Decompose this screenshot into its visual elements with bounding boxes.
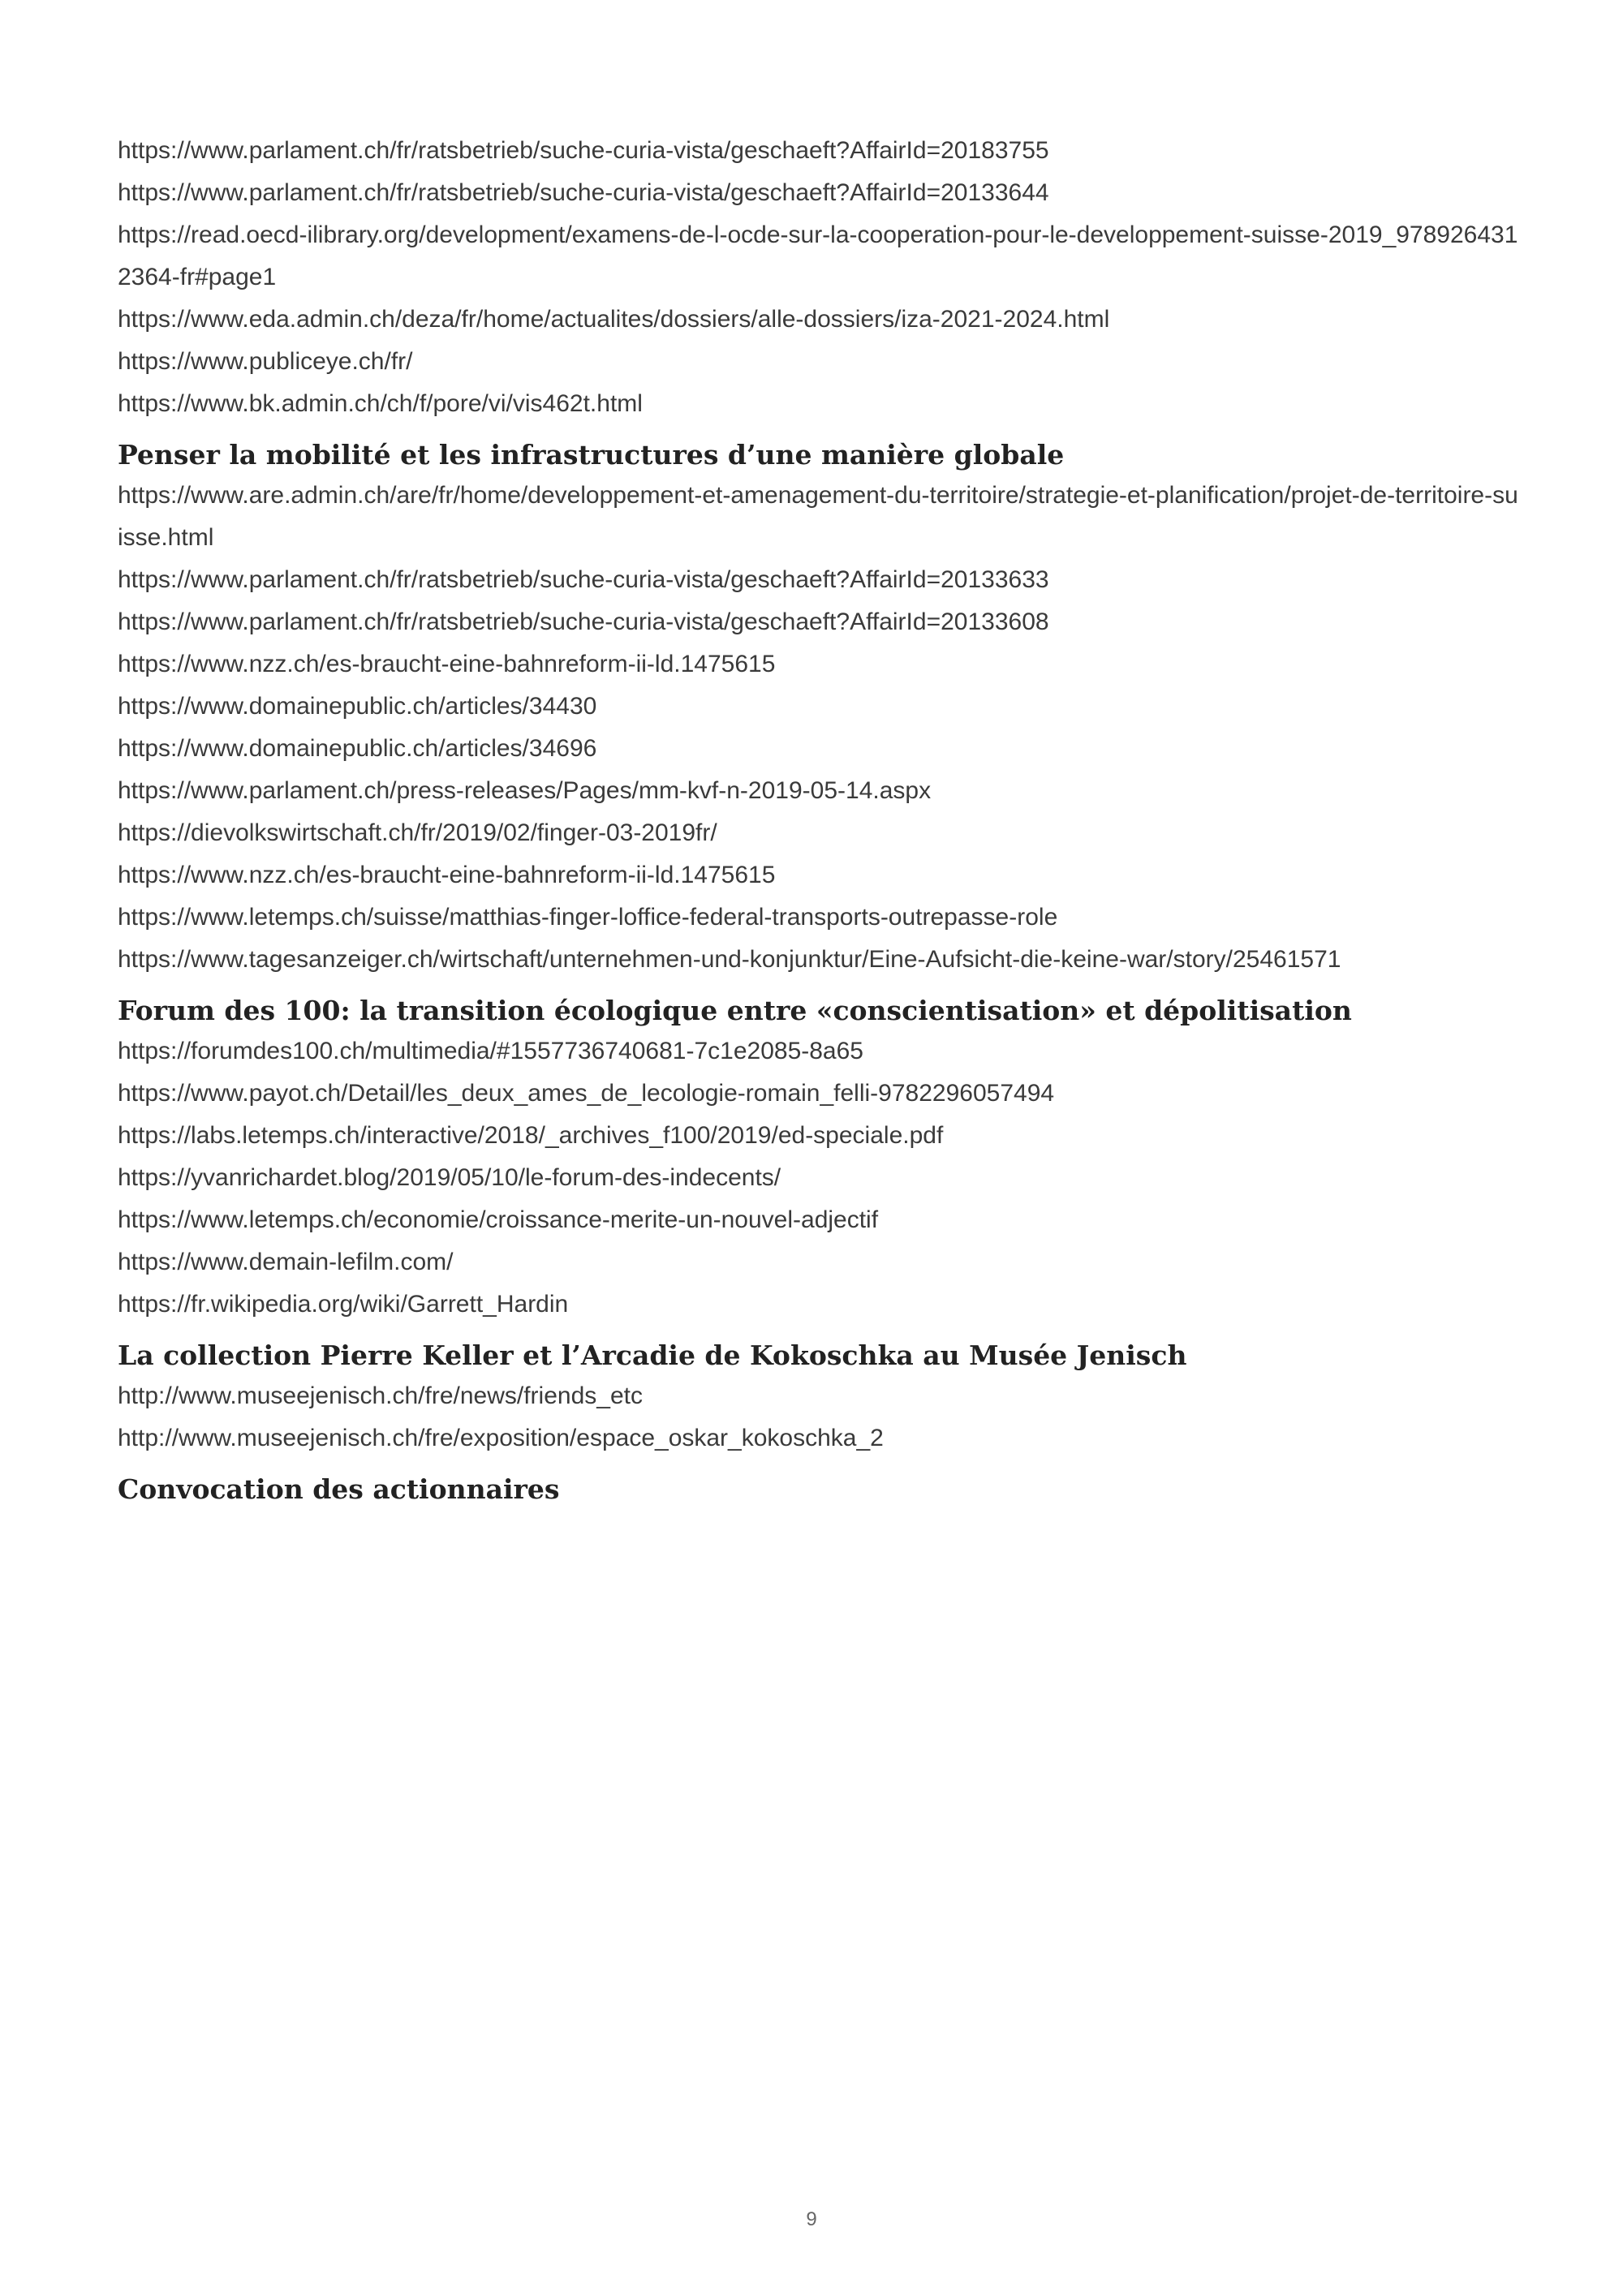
section-references-continued bbox=[118, 130, 1522, 425]
reference-link[interactable]: https://www.parlament.ch/fr/ratsbetrieb/suche-curia-vista/geschaeft?AffairId=20133633 bbox=[118, 566, 1049, 593]
link-list bbox=[118, 130, 1522, 425]
section-mobilite bbox=[118, 436, 1522, 981]
reference-link[interactable]: https://www.payot.ch/Detail/les_deux_ames_de_lecologie-romain_felli-9782296057494 bbox=[118, 1080, 1055, 1107]
reference-link[interactable]: https://www.letemps.ch/economie/croissance-merite-un-nouvel-adjectif bbox=[118, 1206, 879, 1233]
section-title: Penser la mobilité et les infrastructures d’une manière globale bbox=[118, 439, 1065, 471]
section-title: La collection Pierre Keller et l’Arcadie de Kokoschka au Musée Jenisch bbox=[118, 1339, 1187, 1371]
reference-link[interactable]: https://www.demain-lefilm.com/ bbox=[118, 1249, 454, 1275]
link-list bbox=[118, 475, 1522, 981]
section-convocation bbox=[118, 1470, 1522, 1509]
reference-link[interactable]: https://www.parlament.ch/fr/ratsbetrieb/suche-curia-vista/geschaeft?AffairId=20133608 bbox=[118, 608, 1049, 635]
reference-link[interactable]: http://www.museejenisch.ch/fre/exposition/espace_oskar_kokoschka_2 bbox=[118, 1425, 884, 1451]
section-forum-des-100 bbox=[118, 991, 1522, 1326]
reference-link[interactable]: https://www.nzz.ch/es-braucht-eine-bahnreform-ii-ld.1475615 bbox=[118, 651, 776, 677]
reference-link[interactable]: https://www.domainepublic.ch/articles/34430 bbox=[118, 693, 597, 720]
reference-link[interactable]: https://www.tagesanzeiger.ch/wirtschaft/unternehmen-und-konjunktur/Eine-Aufsicht-die-keine-war/story/25461571 bbox=[118, 946, 1341, 973]
document-page bbox=[118, 130, 1522, 1509]
section-musee-jenisch bbox=[118, 1336, 1522, 1460]
link-list bbox=[118, 1375, 1522, 1460]
page-number: 9 bbox=[806, 2208, 817, 2230]
reference-link[interactable]: https://labs.letemps.ch/interactive/2018/_archives_f100/2019/ed-speciale.pdf bbox=[118, 1122, 944, 1149]
reference-link[interactable]: http://www.museejenisch.ch/fre/news/friends_etc bbox=[118, 1382, 643, 1409]
link-list bbox=[118, 1030, 1522, 1326]
reference-link[interactable]: https://www.are.admin.ch/are/fr/home/developpement-et-amenagement-du-territoire/strategie-et-planification/projet-de-territoire-suisse.html bbox=[118, 482, 1518, 551]
reference-link[interactable]: https://dievolkswirtschaft.ch/fr/2019/02/finger-03-2019fr/ bbox=[118, 819, 717, 846]
reference-link[interactable]: https://www.parlament.ch/fr/ratsbetrieb/suche-curia-vista/geschaeft?AffairId=20183755 bbox=[118, 137, 1049, 164]
reference-link[interactable]: https://www.eda.admin.ch/deza/fr/home/actualites/dossiers/alle-dossiers/iza-2021-2024.html bbox=[118, 306, 1110, 333]
reference-link[interactable]: https://www.bk.admin.ch/ch/f/pore/vi/vis462t.html bbox=[118, 390, 643, 417]
reference-link[interactable]: https://forumdes100.ch/multimedia/#1557736740681-7c1e2085-8a65 bbox=[118, 1038, 863, 1064]
reference-link[interactable]: https://www.publiceye.ch/fr/ bbox=[118, 348, 413, 375]
reference-link[interactable]: https://fr.wikipedia.org/wiki/Garrett_Hardin bbox=[118, 1291, 569, 1318]
reference-link[interactable]: https://read.oecd-ilibrary.org/development/examens-de-l-ocde-sur-la-cooperation-pour-le-developpement-suisse-2019_9789264312364-fr#page1 bbox=[118, 221, 1518, 290]
section-title: Forum des 100: la transition écologique entre «conscientisation» et dépolitisation bbox=[118, 995, 1352, 1026]
reference-link[interactable]: https://www.parlament.ch/fr/ratsbetrieb/suche-curia-vista/geschaeft?AffairId=20133644 bbox=[118, 179, 1049, 206]
reference-link[interactable]: https://www.domainepublic.ch/articles/34696 bbox=[118, 735, 597, 762]
reference-link[interactable]: https://yvanrichardet.blog/2019/05/10/le-forum-des-indecents/ bbox=[118, 1164, 781, 1191]
reference-link[interactable]: https://www.parlament.ch/press-releases/Pages/mm-kvf-n-2019-05-14.aspx bbox=[118, 777, 932, 804]
reference-link[interactable]: https://www.letemps.ch/suisse/matthias-finger-loffice-federal-transports-outrepasse-role bbox=[118, 904, 1058, 931]
section-title: Convocation des actionnaires bbox=[118, 1473, 560, 1505]
reference-link[interactable]: https://www.nzz.ch/es-braucht-eine-bahnreform-ii-ld.1475615 bbox=[118, 862, 776, 888]
